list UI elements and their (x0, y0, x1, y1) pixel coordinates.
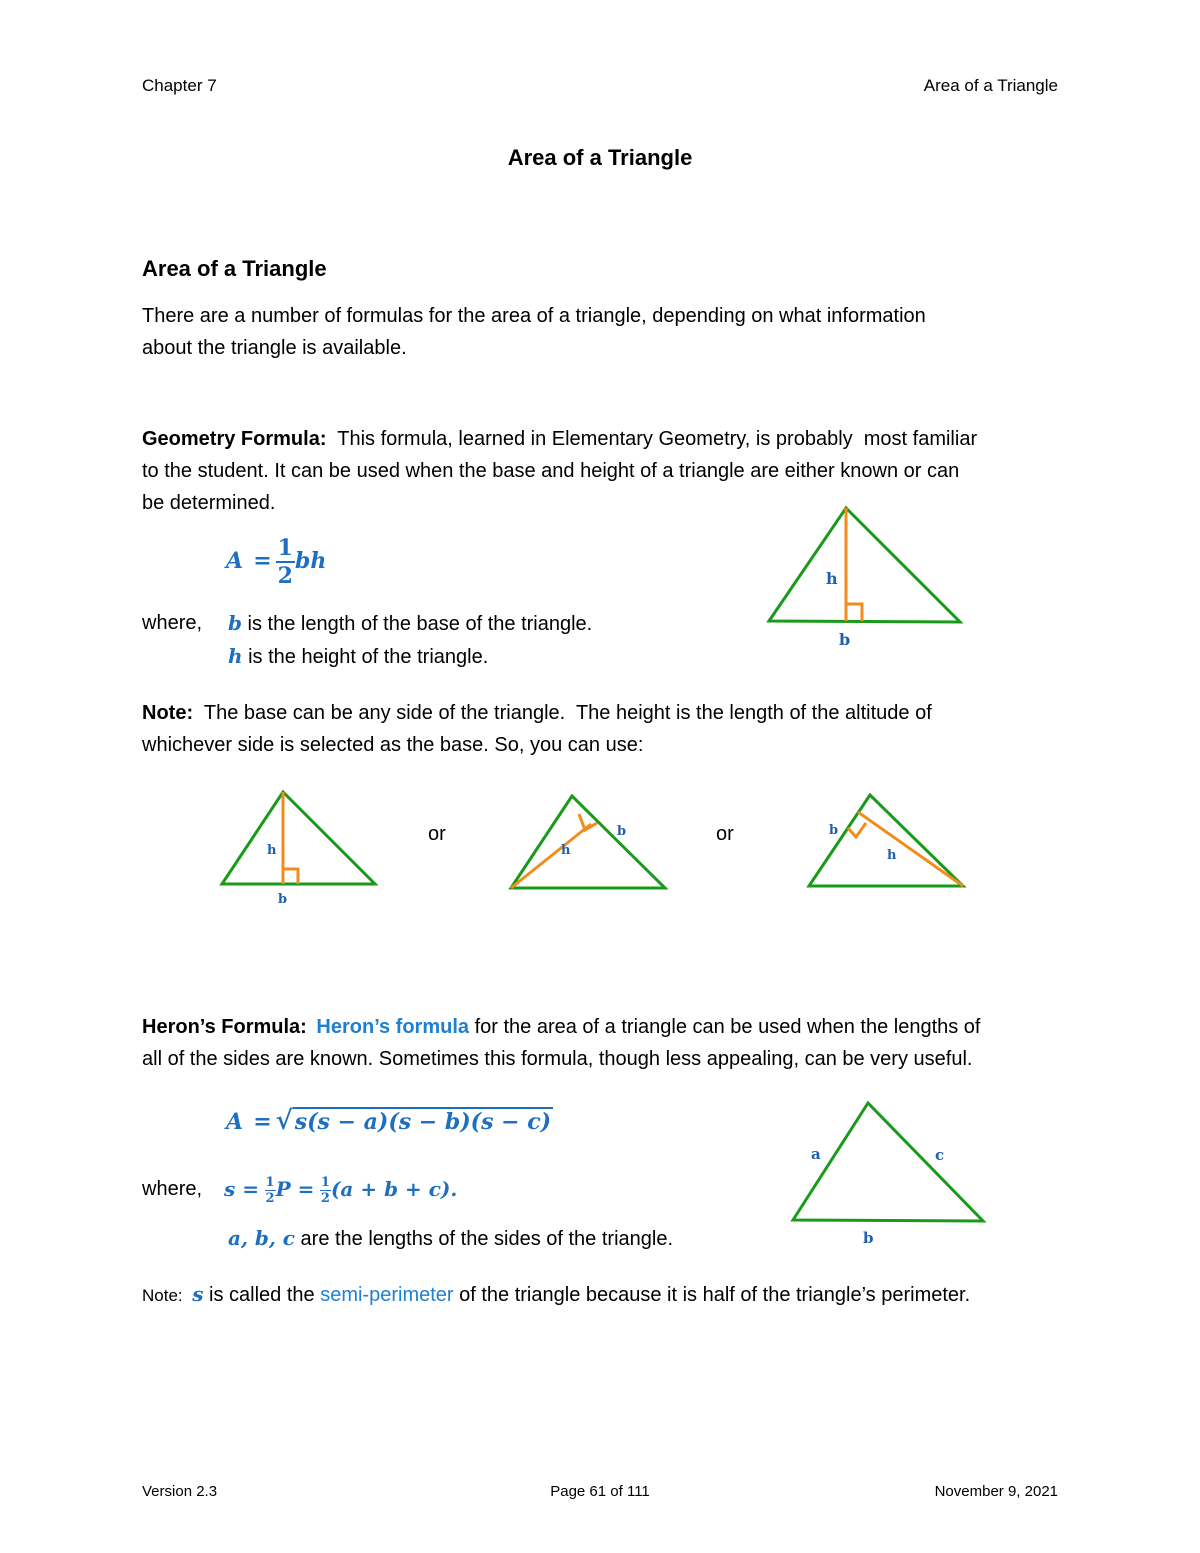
variant3-altitude (858, 812, 963, 886)
geometry-h-definition (228, 640, 488, 673)
geometry-paragraph-line-1 (142, 423, 977, 455)
geometry-label: Geometry Formula: (142, 428, 327, 450)
heron-triangle-figure (785, 1095, 995, 1255)
header-chapter: Chapter 7 (142, 76, 217, 95)
variant2-label-b: b (617, 824, 627, 839)
label-h: h (826, 569, 838, 588)
formula-a: A (226, 547, 244, 574)
geometry-line-1-text: This formula, learned in Elementary Geometry, is probably most familiar (326, 428, 978, 450)
footer-version: Version 2.3 (142, 1483, 218, 1500)
heron-equals: = (253, 1109, 272, 1135)
var-b: b (228, 611, 242, 635)
triangle-variant-2 (505, 790, 675, 900)
sqrt-icon: √ (275, 1106, 293, 1136)
note1-line-1-text: The base can be any side of the triangle. The height is the length of the altitude of (193, 702, 932, 724)
formula-fraction (276, 537, 295, 587)
triangle-outline (769, 508, 960, 622)
var-h: h (228, 644, 243, 668)
s-fraction-1 (265, 1176, 276, 1205)
variant3-outline (809, 795, 963, 886)
heron-radicand: s(s − a)(s − b)(s − c) (294, 1109, 552, 1135)
heron-label: Heron’s Formula: (142, 1016, 307, 1038)
or-separator-1: or (428, 823, 446, 845)
section-heading: Area of a Triangle (142, 256, 327, 281)
heron-line-1-text: for the area of a triangle can be used when the lengths of (469, 1016, 981, 1038)
footer-page-number: Page 61 of 111 (550, 1483, 650, 1500)
note2-part-1: is called the (203, 1284, 321, 1306)
heron-label-b: b (863, 1229, 874, 1247)
formula-equals: = (253, 547, 272, 574)
s-lhs: s = (224, 1177, 259, 1201)
heron-triangle-outline (793, 1103, 983, 1221)
note2-part-2: of the triangle because it is half of the triangle’s perimeter. (453, 1284, 971, 1306)
geometry-paragraph-line-3: be determined. (142, 492, 276, 514)
s-den-1: 2 (265, 1191, 275, 1207)
heron-formula-link[interactable]: Heron’s formula (316, 1016, 470, 1038)
semi-perimeter-link[interactable]: semi-perimeter (320, 1284, 454, 1306)
variant2-altitude (511, 824, 591, 888)
heron-formula (226, 1106, 553, 1137)
b-description: is the length of the base of the triangle. (241, 613, 593, 635)
note2-label: Note: (142, 1286, 183, 1305)
variant1-label-b: b (278, 892, 288, 907)
s-den-2: 2 (320, 1191, 330, 1207)
s-fraction-2 (320, 1176, 331, 1205)
s-num-2: 1 (320, 1175, 330, 1191)
note2-s-var: s (192, 1282, 204, 1306)
footer-date: November 9, 2021 (934, 1483, 1058, 1500)
formula-bh: bh (294, 547, 327, 574)
formula-denominator: 2 (277, 563, 293, 589)
heron-paragraph-line-1 (142, 1011, 981, 1043)
h-description: is the height of the triangle. (242, 646, 489, 668)
abc-description: are the lengths of the sides of the triangle. (294, 1228, 674, 1250)
geometry-triangle-figure (760, 500, 970, 660)
variant1-right-angle (283, 869, 298, 884)
note1-line-1 (142, 697, 932, 729)
s-rest: (a + b + c). (330, 1177, 458, 1201)
page-title: Area of a Triangle (507, 145, 693, 170)
geometry-formula (226, 537, 326, 587)
label-b: b (839, 630, 851, 649)
variant2-label-h: h (561, 843, 571, 858)
geometry-paragraph-line-2: to the student. It can be used when the base and height of a triangle are either known or can (142, 460, 960, 482)
variant3-label-h: h (887, 848, 897, 863)
abc-definition (228, 1222, 673, 1255)
heron-a: A (226, 1109, 244, 1135)
s-mid: P = (275, 1177, 315, 1201)
triangle-variant-3 (803, 788, 973, 898)
right-angle-marker (846, 604, 862, 621)
header-section-title: Area of a Triangle (923, 76, 1058, 95)
heron-label-a: a (811, 1145, 821, 1163)
heron-paragraph-line-2: all of the sides are known. Sometimes this formula, though less appealing, can be very useful. (142, 1048, 973, 1070)
intro-line-1: There are a number of formulas for the area of a triangle, depending on what information (142, 305, 926, 327)
triangle-variant-1 (215, 785, 385, 910)
variant2-outline (511, 796, 665, 888)
or-separator-2: or (716, 823, 734, 845)
note1-line-2: whichever side is selected as the base. So, you can use: (142, 734, 644, 756)
geometry-b-definition (228, 607, 592, 640)
variant1-label-h: h (267, 843, 277, 858)
heron-label-c: c (935, 1146, 945, 1164)
heron-where: where, (142, 1178, 203, 1200)
semi-perimeter-formula (224, 1173, 457, 1206)
note1-label: Note: (142, 702, 194, 724)
abc-vars: a, b, c (228, 1226, 295, 1250)
formula-numerator: 1 (277, 535, 293, 561)
intro-line-2: about the triangle is available. (142, 337, 407, 359)
s-num-1: 1 (265, 1175, 275, 1191)
geometry-where: where, (142, 612, 203, 634)
variant3-label-b: b (829, 823, 839, 838)
note2-line (142, 1278, 970, 1312)
